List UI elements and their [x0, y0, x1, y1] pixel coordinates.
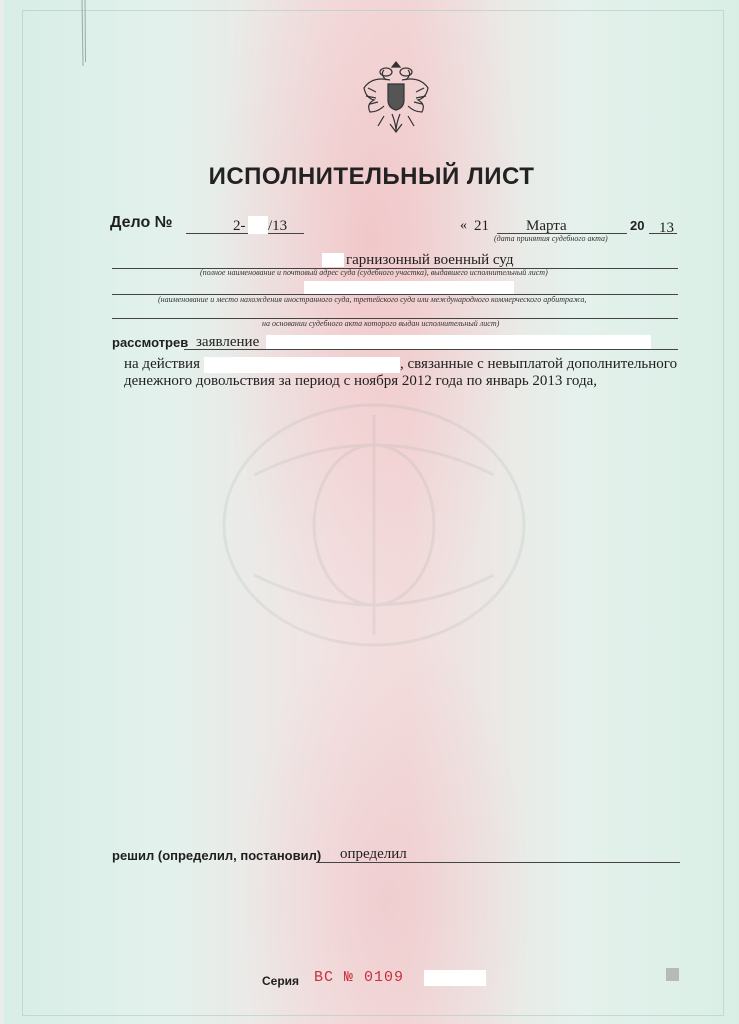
document-title: ИСПОЛНИТЕЛЬНЫЙ ЛИСТ: [208, 163, 535, 190]
considered-value: заявление: [196, 334, 260, 350]
date-year-suffix: 13: [659, 220, 674, 236]
redacted-case-number: [248, 216, 268, 234]
considered-label: рассмотрев: [112, 335, 189, 350]
foreign-court-caption: (наименование и место нахождения иностранного суда, третейского суда или международного коммерческого арбитража,: [158, 295, 587, 304]
paper-crease-mark: [80, 0, 88, 66]
series-number: ВС № 0109: [314, 969, 405, 986]
case-number-suffix: /13: [268, 218, 288, 234]
document-page: [4, 0, 739, 1024]
series-label: Серия: [262, 974, 300, 988]
coat-of-arms-icon: [360, 58, 432, 136]
actions-text: , связанные с невыплатой дополнительного: [400, 356, 678, 372]
decided-value: определил: [340, 846, 407, 862]
actions-text-continued: денежного довольствия за период с ноября 2012 года по январь 2013 года,: [124, 373, 598, 389]
watermark-emblem-icon: [214, 395, 534, 655]
case-label: Дело №: [110, 214, 173, 231]
redacted-court-address: [304, 281, 514, 295]
court-name: гарнизонный военный суд: [346, 252, 514, 268]
date-day: 21: [474, 218, 489, 234]
court-caption: (полное наименование и почтовый адрес суда (судебного участка), выдавшего исполнительный лист): [200, 268, 548, 277]
redacted-applicant: [266, 335, 651, 349]
redacted-series-digits: [424, 970, 486, 986]
date-year-prefix: 20: [630, 218, 645, 233]
redacted-defendant: [204, 357, 400, 373]
redacted-court-city: [322, 253, 344, 267]
corner-mark: [666, 968, 679, 981]
actions-prefix: на действия: [124, 356, 200, 372]
date-caption: (дата принятия судебного акта): [494, 234, 608, 243]
date-open-quote: «: [460, 218, 467, 233]
decided-label: решил (определил, постановил): [112, 848, 322, 863]
date-month: Марта: [526, 218, 567, 234]
case-number-prefix: 2-: [233, 218, 246, 234]
basis-caption: на основании судебного акта которого выдан исполнительный лист): [262, 319, 500, 328]
